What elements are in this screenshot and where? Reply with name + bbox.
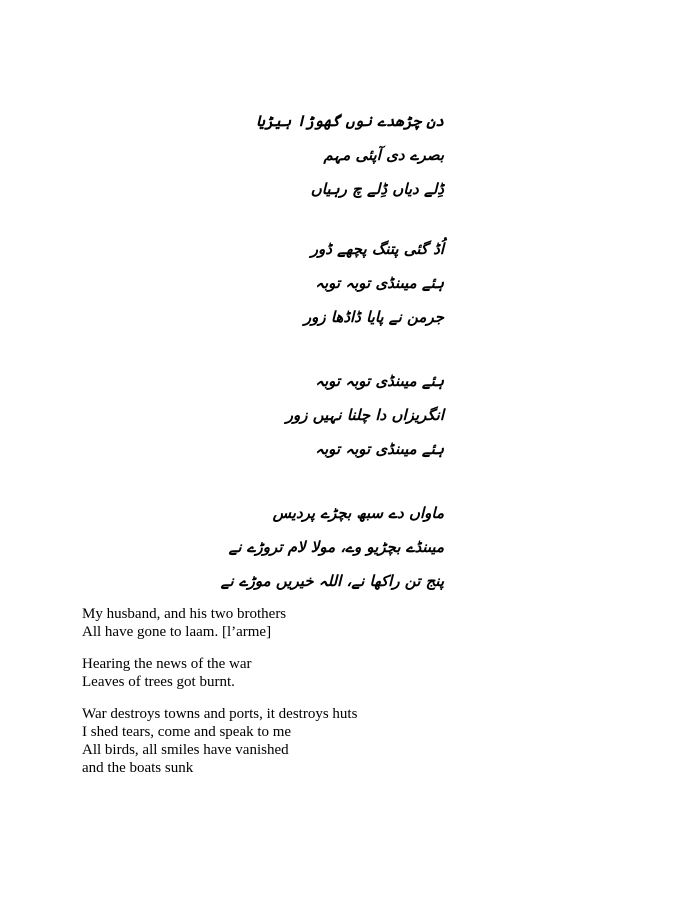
english-line: All birds, all smiles have vanished: [82, 742, 289, 758]
english-line: War destroys towns and ports, it destroys huts: [82, 706, 358, 722]
urdu-line: میںنڈے بچڑیو وے، مولا لام تروڑے نے: [228, 538, 444, 556]
urdu-stanza-1: [256, 104, 444, 206]
english-line: All have gone to laam. [l’arme]: [82, 624, 272, 640]
english-translation: [82, 605, 372, 791]
urdu-stanza-2: [304, 232, 444, 334]
english-stanza-2: [82, 655, 372, 691]
english-stanza-3: [82, 705, 372, 777]
urdu-stanza-3: [286, 364, 444, 466]
urdu-line: بصرے دی آپئی مہم: [323, 146, 444, 164]
english-line: and the boats sunk: [82, 760, 194, 776]
urdu-line: پنج تن راکھا نے، اللہ خیریں موڑے نے: [220, 572, 444, 590]
urdu-line: ڈِلے دیاں ڈِلے چ رہیاں: [310, 180, 444, 198]
english-line: I shed tears, come and speak to me: [82, 724, 292, 740]
urdu-stanza-4: [221, 496, 444, 598]
urdu-line: دن چڑھدے نوں گھوڑا ہیڑیا: [256, 112, 444, 130]
urdu-line: ماواں دے سبھ بچڑے پردیس: [272, 504, 444, 522]
urdu-line: ہئے میںنڈی توبہ توبہ: [315, 274, 444, 292]
urdu-line: ہئے میںنڈی توبہ توبہ: [315, 372, 444, 390]
urdu-line: اُڈ گئی پتنگ پچھے ڈور: [310, 240, 444, 258]
english-line: Hearing the news of the war: [82, 656, 252, 672]
english-line: Leaves of trees got burnt.: [82, 674, 235, 690]
english-stanza-1: [82, 605, 372, 641]
english-line: My husband, and his two brothers: [82, 606, 287, 622]
urdu-line: انگریزاں دا چلنا نہیں زور: [285, 406, 444, 424]
urdu-line: جرمن نے پایا ڈاڈھا زور: [303, 308, 444, 326]
urdu-line: ہئے میںنڈی توبہ توبہ: [315, 440, 444, 458]
